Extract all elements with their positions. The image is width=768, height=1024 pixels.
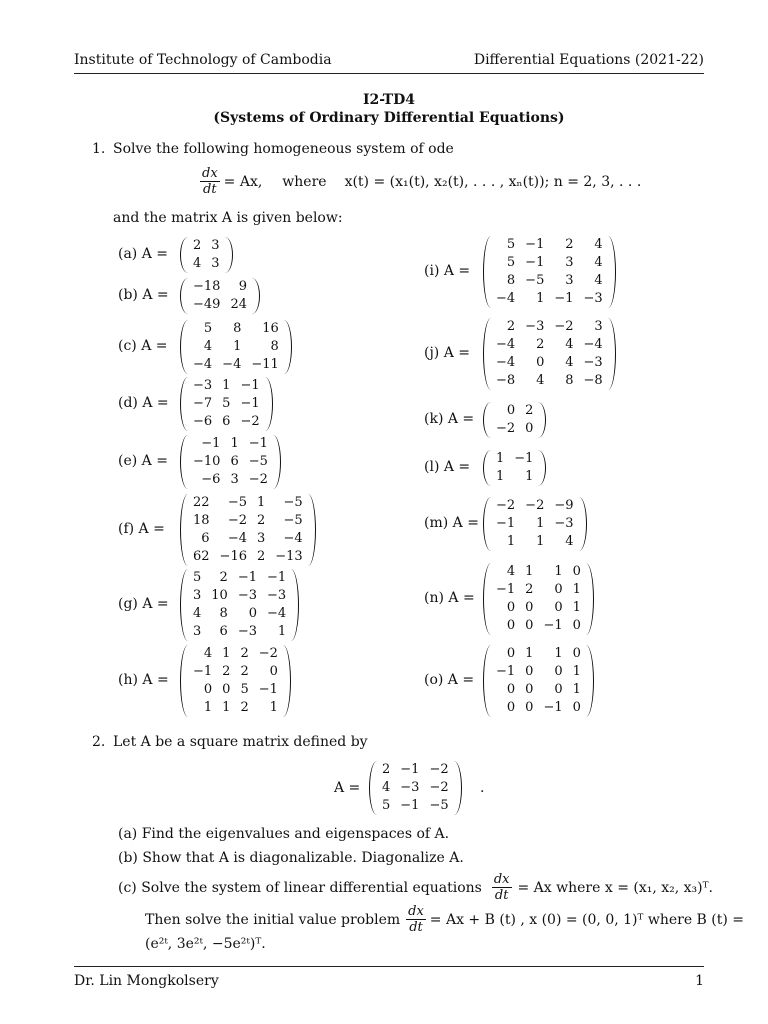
right-paren — [252, 278, 260, 314]
right-paren — [608, 236, 616, 308]
matrix-label-o: (o) A = — [424, 672, 475, 688]
matrix-entry: 1 — [222, 646, 231, 661]
matrix-entry: 3 — [211, 256, 220, 271]
matrix-entry: −1 — [240, 396, 260, 411]
matrix-entry: −2 — [227, 513, 247, 528]
matrix-entry: 0 — [525, 700, 534, 715]
matrix-entry: −1 — [400, 762, 420, 777]
matrix-entry: −18 — [193, 279, 221, 294]
matrix-entry: 3 — [193, 588, 202, 603]
matrix-entry: −4 — [283, 531, 303, 546]
matrix-entry: 0 — [525, 600, 534, 615]
matrix-entry: 3 — [565, 273, 574, 288]
matrix-entry: 4 — [594, 273, 603, 288]
matrix-entry: −2 — [429, 762, 449, 777]
left-paren — [180, 494, 188, 566]
matrix-label-d: (d) A = — [118, 395, 169, 411]
right-paren — [265, 377, 273, 431]
matrix-entry: −2 — [525, 498, 545, 513]
matrix-entry: 18 — [193, 513, 210, 528]
matrix-entry: −4 — [496, 291, 516, 306]
matrix-entry: 4 — [536, 373, 545, 388]
right-paren — [538, 402, 546, 438]
matrix-entry: −1 — [554, 291, 574, 306]
matrix-m — [483, 497, 587, 551]
matrix-entry: 1 — [536, 534, 545, 549]
q1-equation — [200, 166, 641, 197]
right-paren — [586, 563, 594, 635]
matrix-entry: −3 — [583, 291, 603, 306]
matrix-entry: 8 — [506, 273, 516, 288]
matrix-entry: −1 — [543, 618, 563, 633]
matrix-entry: −7 — [193, 396, 213, 411]
matrix-c — [180, 320, 292, 374]
matrix-entry: 1 — [536, 516, 545, 531]
matrix-entry: −1 — [496, 516, 516, 531]
matrix-entry: −5 — [429, 798, 449, 813]
matrix-entry: −1 — [267, 570, 287, 585]
matrix-entry: 1 — [496, 451, 505, 466]
matrix-entry: 1 — [525, 564, 534, 579]
footer-rule — [74, 966, 704, 967]
matrix-entry: 2 — [256, 513, 266, 528]
q1-matrix-intro: and the matrix A is given below: — [113, 210, 343, 226]
right-paren — [608, 318, 616, 390]
matrix-entry: 2 — [382, 762, 391, 777]
matrix-entry: 0 — [572, 646, 581, 661]
matrix-entry: 0 — [554, 682, 563, 697]
matrix-entry: 0 — [554, 600, 563, 615]
matrix-n — [483, 563, 594, 635]
matrix-entry: 8 — [565, 373, 574, 388]
matrix-entry: 0 — [554, 664, 563, 679]
matrix-entry: 6 — [219, 624, 228, 639]
matrix-entry: −1 — [240, 378, 260, 393]
matrix-entry: 1 — [230, 436, 239, 451]
matrix-entry: −10 — [193, 454, 221, 469]
left-paren — [180, 320, 188, 374]
left-paren — [483, 645, 491, 717]
matrix-entry: 0 — [525, 664, 534, 679]
matrix-entry: 2 — [193, 238, 202, 253]
matrix-entry: 5 — [506, 237, 516, 252]
matrix-entry: −1 — [193, 664, 213, 679]
matrix-entry: −5 — [227, 495, 247, 510]
matrix-entry: 0 — [506, 403, 516, 418]
footer-page-number: 1 — [695, 973, 704, 989]
matrix-entry: −2 — [496, 498, 516, 513]
matrix-o — [483, 645, 594, 717]
matrix-entry: 0 — [506, 700, 516, 715]
header-institution: Institute of Technology of Cambodia — [74, 52, 332, 68]
matrix-entry: 6 — [222, 414, 231, 429]
matrix-entry: 8 — [233, 321, 242, 336]
left-paren — [483, 563, 491, 635]
matrix-entry: 4 — [193, 606, 202, 621]
matrix-entry: 0 — [525, 682, 534, 697]
matrix-entry: 1 — [525, 646, 534, 661]
matrix-entry: 1 — [233, 339, 242, 354]
header-course: Differential Equations (2021-22) — [473, 52, 704, 68]
matrix-entry: −1 — [525, 255, 545, 270]
matrix-h — [180, 645, 291, 717]
q2-part-c — [118, 872, 713, 903]
matrix-label-n: (n) A = — [424, 590, 475, 606]
matrix-entry: −8 — [583, 373, 603, 388]
matrix-entry: 0 — [506, 682, 516, 697]
matrix-entry: 2 — [240, 646, 249, 661]
matrix-entry: −5 — [248, 454, 268, 469]
right-paren — [284, 320, 292, 374]
right-paren — [538, 450, 546, 486]
q2-part-c-ivp — [145, 904, 744, 935]
matrix-entry: −2 — [496, 421, 516, 436]
matrix-entry: −1 — [514, 451, 534, 466]
header-rule — [74, 73, 704, 74]
q2-number: 2. — [92, 734, 106, 750]
matrix-entry: −1 — [543, 700, 563, 715]
matrix-entry: 1 — [554, 564, 563, 579]
matrix-entry: −3 — [267, 588, 287, 603]
matrix-entry: −4 — [222, 357, 242, 372]
left-paren — [483, 236, 491, 308]
matrix-entry: 5 — [222, 396, 231, 411]
matrix-entry: 0 — [222, 682, 231, 697]
matrix-entry: 2 — [256, 549, 266, 564]
matrix-entry: 1 — [525, 469, 534, 484]
matrix-entry: 5 — [382, 798, 391, 813]
matrix-entry: 0 — [525, 421, 534, 436]
q2-part-b: (b) Show that A is diagonalizable. Diagonalize A. — [118, 850, 464, 866]
matrix-entry: 5 — [506, 255, 516, 270]
matrix-entry: 4 — [594, 237, 603, 252]
matrix-entry: −1 — [496, 664, 516, 679]
matrix-entry: −1 — [258, 682, 278, 697]
matrix-entry: 3 — [256, 531, 266, 546]
matrix-entry: −49 — [193, 297, 221, 312]
right-paren — [586, 645, 594, 717]
matrix-entry: −1 — [525, 237, 545, 252]
q2-c-post: = Ax where x = (x₁, x₂, x₃)ᵀ. — [517, 879, 713, 896]
q2-c2-derivative: $\frac{dx}{dt}$ — [408, 904, 424, 935]
matrix-entry: 3 — [230, 472, 239, 487]
matrix-entry: 0 — [203, 682, 213, 697]
matrix-label-k: (k) A = — [424, 411, 475, 427]
matrix-b — [180, 278, 260, 314]
matrix-i — [483, 236, 616, 308]
matrix-entry: 4 — [565, 337, 574, 352]
left-paren — [180, 237, 188, 273]
matrix-entry: 0 — [572, 564, 581, 579]
matrix-entry: 2 — [525, 582, 534, 597]
matrix-entry: 1 — [277, 624, 287, 639]
matrix-entry: 9 — [238, 279, 247, 294]
left-paren — [483, 402, 491, 438]
matrix-entry: 22 — [193, 495, 210, 510]
matrix-entry: 8 — [270, 339, 279, 354]
matrix-entry: −6 — [201, 472, 221, 487]
matrix-j — [483, 318, 616, 390]
matrix-entry: 4 — [193, 256, 202, 271]
matrix-entry: 5 — [240, 682, 249, 697]
matrix-entry: 2 — [219, 570, 228, 585]
q1-derivative: $\frac{dx}{dt}$ — [202, 166, 218, 197]
matrix-e — [180, 435, 281, 489]
matrix-entry: −2 — [258, 646, 278, 661]
matrix-label-a: (a) A = — [118, 246, 169, 262]
matrix-entry: −9 — [554, 498, 574, 513]
q2-c-pre: (c) Solve the system of linear differential equations — [118, 879, 482, 896]
matrix-entry: 2 — [536, 337, 545, 352]
matrix-entry: 1 — [506, 534, 516, 549]
matrix-entry: −4 — [193, 357, 213, 372]
left-paren — [180, 278, 188, 314]
matrix-entry: −5 — [525, 273, 545, 288]
doc-subtitle: (Systems of Ordinary Differential Equations) — [213, 110, 565, 126]
q1-intro: Solve the following homogeneous system of ode — [113, 141, 454, 157]
q2-matrix-grid — [369, 761, 462, 815]
matrix-a — [180, 237, 233, 273]
matrix-entry: −8 — [496, 373, 516, 388]
q2-matrix-end: . — [480, 780, 485, 796]
matrix-entry: 0 — [554, 582, 563, 597]
matrix-entry: 4 — [594, 255, 603, 270]
matrix-label-f: (f) A = — [118, 521, 165, 537]
q1-eq-rhs: = Ax, — [223, 173, 263, 190]
right-paren — [225, 237, 233, 273]
matrix-entry: −4 — [267, 606, 287, 621]
matrix-entry: 3 — [594, 319, 603, 334]
matrix-entry: 0 — [572, 618, 581, 633]
left-paren — [483, 450, 491, 486]
q2-c2-pre: Then solve the initial value problem — [145, 911, 401, 928]
matrix-entry: 5 — [193, 570, 202, 585]
matrix-entry: −2 — [248, 472, 268, 487]
matrix-entry: −2 — [554, 319, 574, 334]
q2-part-a: (a) Find the eigenvalues and eigenspaces of A. — [118, 826, 450, 842]
matrix-entry: 0 — [506, 646, 516, 661]
matrix-entry: 1 — [222, 378, 231, 393]
right-paren — [579, 497, 587, 551]
footer-author: Dr. Lin Mongkolsery — [74, 973, 219, 989]
matrix-entry: 2 — [565, 237, 574, 252]
matrix-entry: −3 — [554, 516, 574, 531]
matrix-entry: 4 — [382, 780, 391, 795]
left-paren — [180, 645, 188, 717]
right-paren — [454, 761, 462, 815]
q1-eq-tail: x(t) = (x₁(t), x₂(t), . . . , xₙ(t)); n = 2, 3, . . . — [344, 173, 642, 190]
matrix-entry: 0 — [506, 600, 516, 615]
matrix-entry: 62 — [193, 549, 210, 564]
matrix-entry: 4 — [565, 355, 574, 370]
matrix-entry: 3 — [193, 624, 202, 639]
q2-part-c-forcing: (e²ᵗ, 3e²ᵗ, −5e²ᵗ)ᵀ. — [145, 936, 266, 952]
left-paren — [180, 569, 188, 641]
matrix-entry: 1 — [572, 582, 581, 597]
matrix-entry: 2 — [506, 319, 516, 334]
matrix-entry: −13 — [275, 549, 303, 564]
matrix-entry: −3 — [583, 355, 603, 370]
matrix-label-g: (g) A = — [118, 596, 169, 612]
matrix-entry: 16 — [262, 321, 279, 336]
matrix-label-l: (l) A = — [424, 459, 471, 475]
matrix-label-e: (e) A = — [118, 453, 168, 469]
matrix-entry: −1 — [400, 798, 420, 813]
matrix-entry: 1 — [554, 646, 563, 661]
matrix-entry: 0 — [572, 700, 581, 715]
matrix-entry: 0 — [525, 618, 534, 633]
left-paren — [483, 318, 491, 390]
matrix-entry: 3 — [211, 238, 220, 253]
left-paren — [180, 435, 188, 489]
matrix-entry: 2 — [240, 664, 249, 679]
matrix-entry: 4 — [565, 534, 574, 549]
matrix-label-b: (b) A = — [118, 287, 169, 303]
matrix-entry: 1 — [572, 664, 581, 679]
right-paren — [291, 569, 299, 641]
q1-eq-where: where — [282, 173, 327, 190]
matrix-entry: 1 — [203, 700, 213, 715]
matrix-entry: 1 — [572, 600, 581, 615]
matrix-entry: −3 — [193, 378, 213, 393]
right-paren — [308, 494, 316, 566]
q2-c2-post: = Ax + B (t) , x (0) = (0, 0, 1)ᵀ where B (t) = — [429, 911, 745, 928]
matrix-entry: 2 — [525, 403, 534, 418]
matrix-label-c: (c) A = — [118, 338, 168, 354]
matrix-entry: 1 — [572, 682, 581, 697]
matrix-entry: −3 — [237, 588, 257, 603]
left-paren — [483, 497, 491, 551]
matrix-entry: 6 — [201, 531, 210, 546]
doc-title: I2-TD4 — [362, 92, 416, 108]
matrix-entry: −16 — [219, 549, 247, 564]
matrix-l — [483, 450, 546, 486]
matrix-entry: −1 — [248, 436, 268, 451]
right-paren — [283, 645, 291, 717]
matrix-entry: −11 — [251, 357, 279, 372]
right-paren — [273, 435, 281, 489]
matrix-entry: −2 — [240, 414, 260, 429]
matrix-d — [180, 377, 273, 431]
matrix-entry: −3 — [525, 319, 545, 334]
matrix-label-j: (j) A = — [424, 345, 471, 361]
matrix-entry: −4 — [496, 337, 516, 352]
matrix-entry: 1 — [536, 291, 545, 306]
matrix-entry: 24 — [230, 297, 247, 312]
matrix-entry: 1 — [222, 700, 231, 715]
q1-number: 1. — [92, 141, 106, 157]
matrix-entry: −1 — [201, 436, 221, 451]
matrix-entry: −3 — [237, 624, 257, 639]
matrix-entry: −4 — [583, 337, 603, 352]
matrix-entry: 4 — [203, 339, 213, 354]
matrix-entry: 1 — [269, 700, 278, 715]
q2-matrix-label: A = — [334, 780, 361, 796]
matrix-entry: −5 — [283, 495, 303, 510]
q2-intro: Let A be a square matrix defined by — [113, 734, 368, 750]
matrix-entry: −1 — [237, 570, 257, 585]
matrix-entry: −1 — [496, 582, 516, 597]
matrix-f — [180, 494, 316, 566]
matrix-entry: 5 — [203, 321, 213, 336]
q2-c-derivative: $\frac{dx}{dt}$ — [493, 872, 510, 903]
matrix-entry: 3 — [565, 255, 574, 270]
matrix-k — [483, 402, 546, 438]
matrix-entry: 6 — [230, 454, 239, 469]
matrix-entry: −3 — [400, 780, 420, 795]
matrix-entry: 10 — [211, 588, 228, 603]
matrix-entry: −5 — [283, 513, 303, 528]
matrix-entry: −4 — [227, 531, 247, 546]
matrix-entry: 2 — [222, 664, 231, 679]
matrix-entry: 1 — [496, 469, 505, 484]
matrix-entry: −2 — [429, 780, 449, 795]
matrix-entry: −6 — [193, 414, 213, 429]
matrix-label-i: (i) A = — [424, 263, 471, 279]
matrix-entry: 1 — [256, 495, 266, 510]
matrix-entry: 0 — [248, 606, 257, 621]
matrix-entry: 0 — [536, 355, 545, 370]
matrix-entry: 0 — [506, 618, 516, 633]
matrix-entry: 2 — [240, 700, 249, 715]
matrix-entry: 8 — [219, 606, 228, 621]
matrix-label-m: (m) A = — [424, 515, 479, 531]
matrix-g — [180, 569, 299, 641]
matrix-entry: 4 — [203, 646, 213, 661]
left-paren — [180, 377, 188, 431]
matrix-entry: −4 — [496, 355, 516, 370]
matrix-label-h: (h) A = — [118, 672, 169, 688]
left-paren — [369, 761, 377, 815]
matrix-entry: 4 — [506, 564, 516, 579]
matrix-entry: 0 — [269, 664, 278, 679]
